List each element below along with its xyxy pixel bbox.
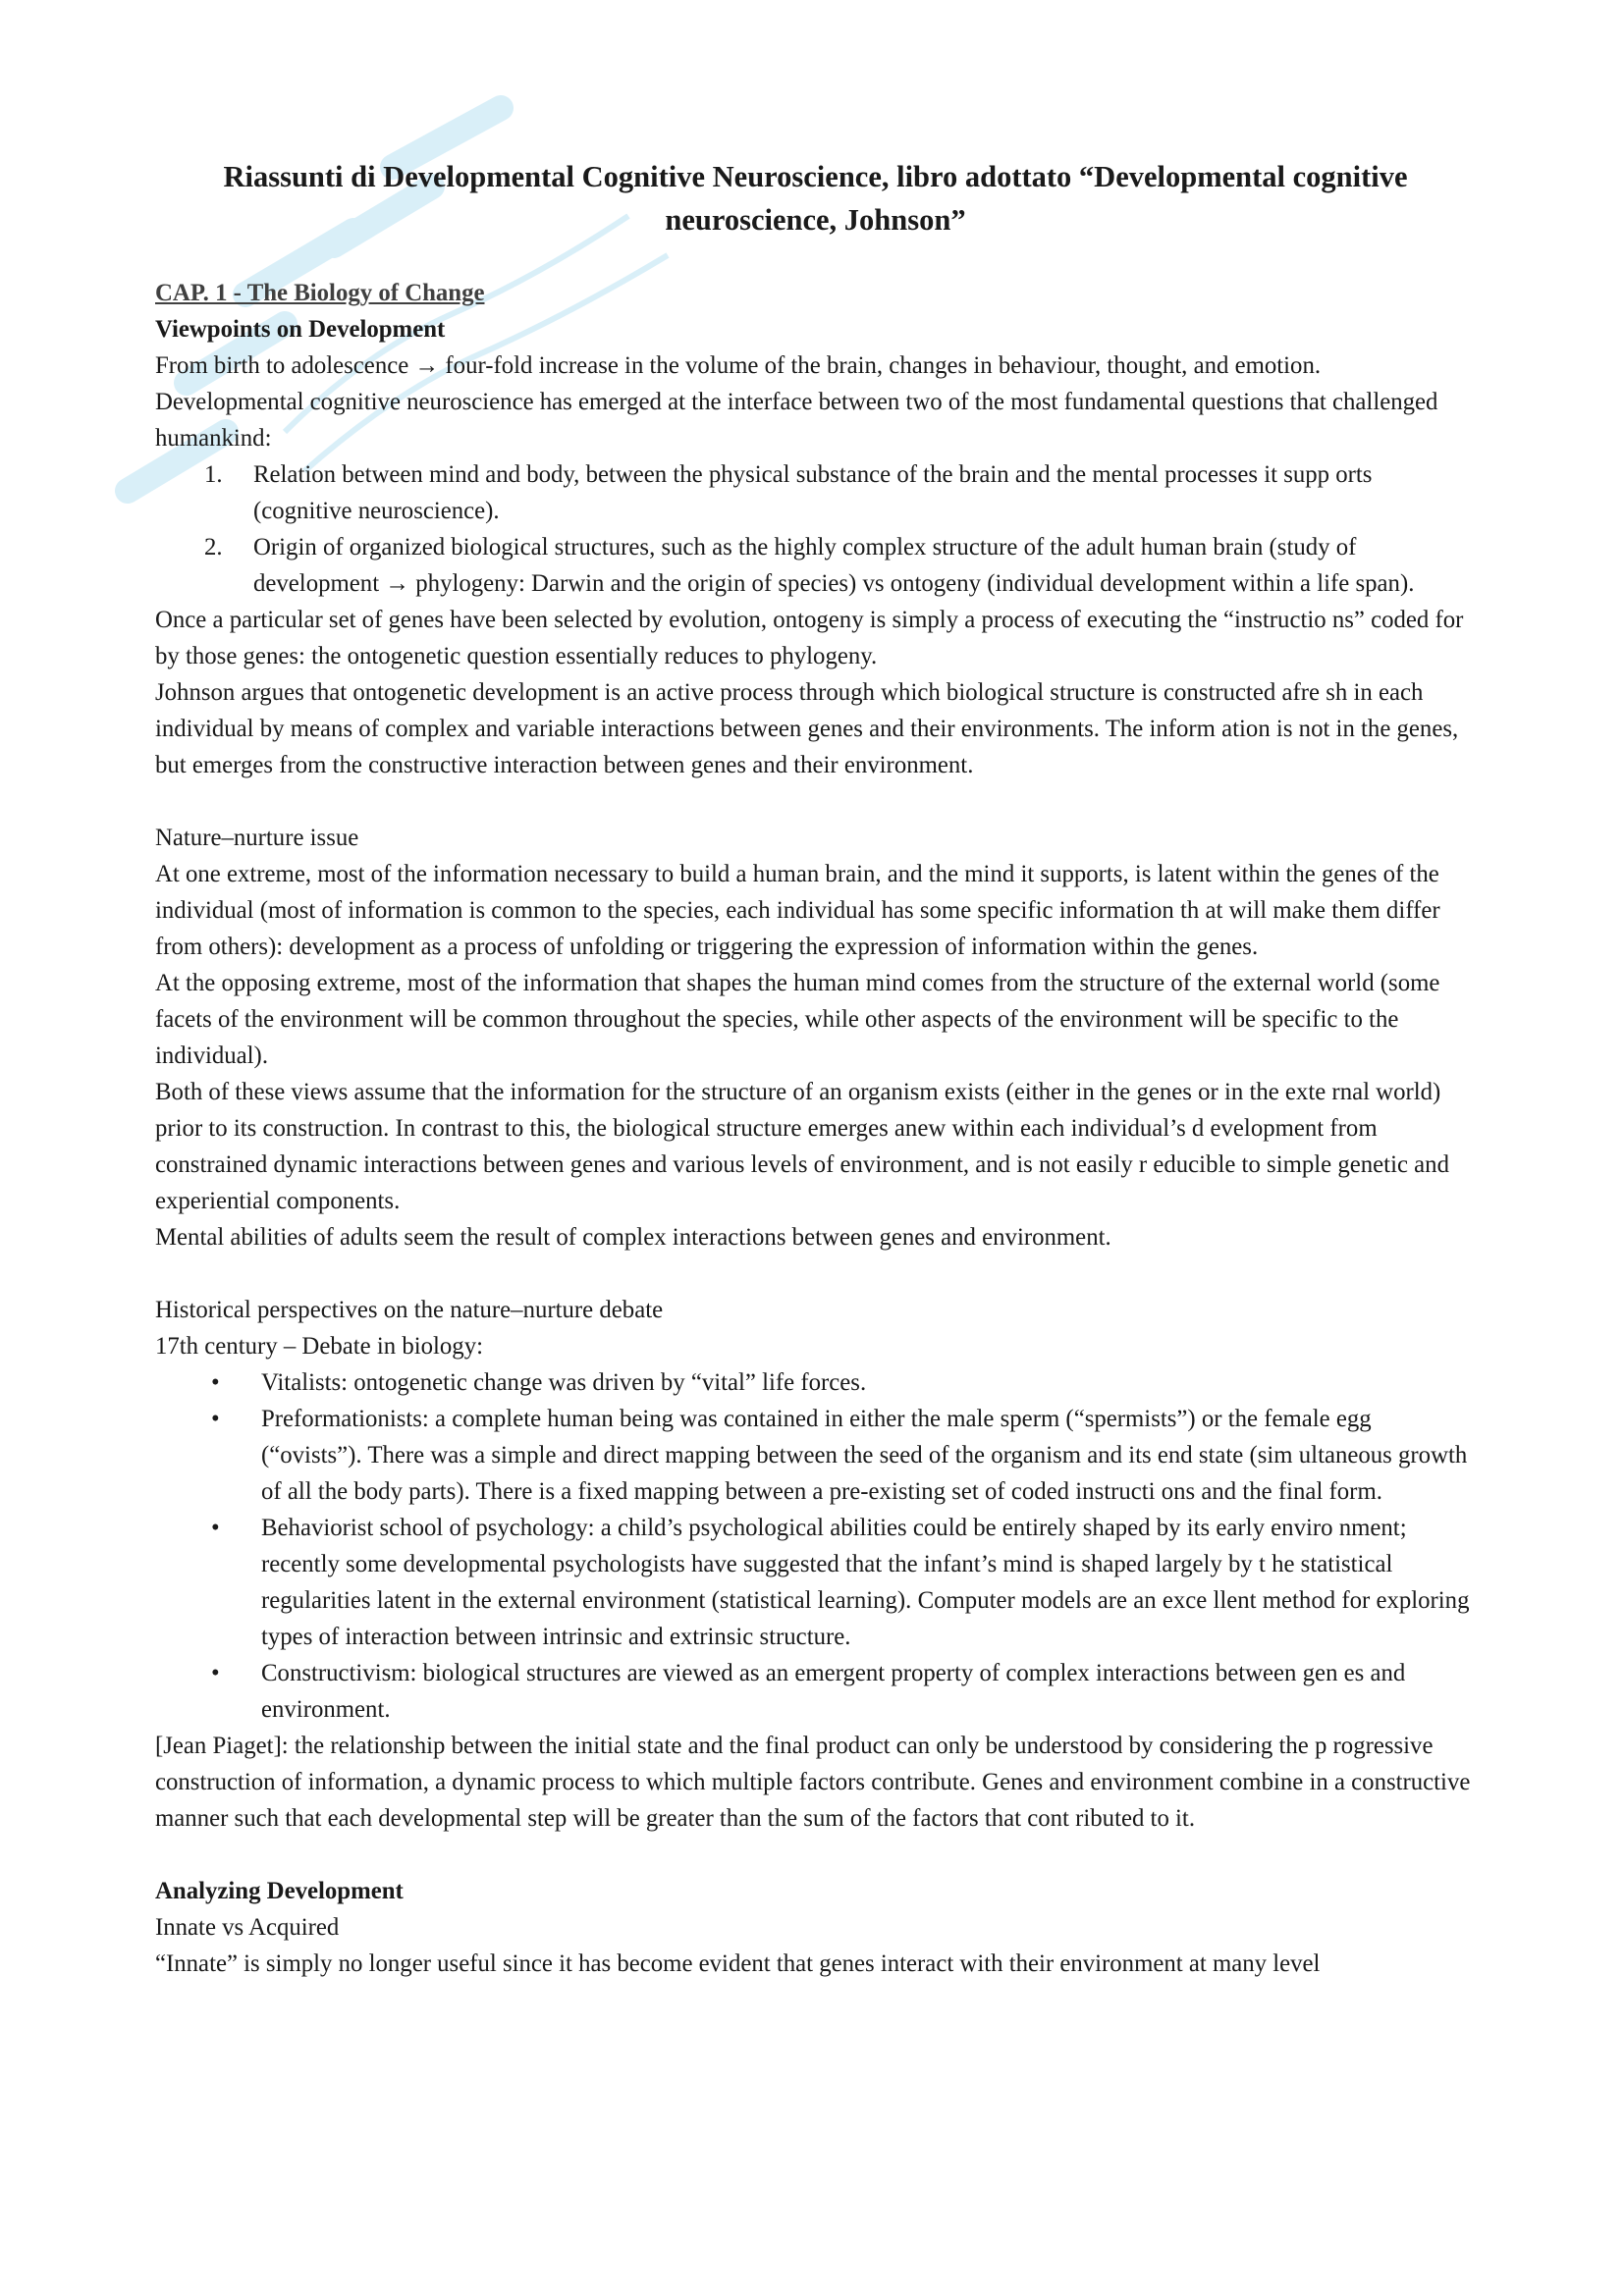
subheading: 17th century – Debate in biology: <box>155 1333 483 1360</box>
paragraph: “Innate” is simply no longer useful since it has become evident that genes interact with their environment at many level <box>155 1950 1321 1977</box>
paragraph: Developmental cognitive neuroscience has emerged at the interface between two of the most fundamental questions that challenged humankind: <box>155 389 1438 452</box>
list-item-text: Behaviorist school of psychology: a child’s psychological abilities could be entirely shaped by its early enviro nment; recently some developmental psychologists have suggested that the infant’s mind is shaped largely by t he statistical regularities latent in the external environment (statistical learning). Computer models are an exce llent method for exploring types of interaction between intrinsic and extrinsic structure. <box>261 1515 1470 1650</box>
numbered-list <box>155 456 1476 602</box>
list-item-text: Constructivism: biological structures are viewed as an emergent property of complex interactions between gen es and environment. <box>261 1660 1406 1723</box>
paragraph: Once a particular set of genes have been selected by evolution, ontogeny is simply a process of executing the “instructio ns” coded for by those genes: the ontogenetic question essentially reduces to phylogeny. <box>155 607 1464 669</box>
spacer <box>155 783 1476 820</box>
paragraph: Mental abilities of adults seem the result of complex interactions between genes and environment. <box>155 1224 1111 1251</box>
paragraph: From birth to adolescence → four-fold increase in the volume of the brain, changes in behaviour, thought, and emotion. <box>155 352 1322 379</box>
paragraph: At the opposing extreme, most of the information that shapes the human mind comes from the structure of the external world (some facets of the environment will be common throughout the species, while other aspects of the environment will be specific to the individual). <box>155 970 1440 1069</box>
section-heading: Historical perspectives on the nature–nurture debate <box>155 1297 664 1323</box>
list-item-text: Vitalists: ontogenetic change was driven by “vital” life forces. <box>261 1369 867 1396</box>
list-number: 1. <box>204 461 223 488</box>
paragraph: Both of these views assume that the information for the structure of an organism exists (either in the genes or in the exte rnal world) prior to its construction. In contrast to this, the biological structure emerges anew within each individual’s d evelopment from constrained dynamic interactions between genes and various levels of environment, and is not easily r educible to simple genetic and experiential components. <box>155 1079 1449 1214</box>
page-title: Riassunti di Developmental Cognitive Neuroscience, libro adottato “Developmental cognitive neuroscience, Johnson” <box>223 160 1408 237</box>
list-item <box>155 529 1476 602</box>
list-item <box>155 1510 1476 1655</box>
chapter-title: CAP. 1 - The Biology of Change <box>155 280 485 306</box>
list-number: 2. <box>204 534 223 561</box>
paragraph: At one extreme, most of the information necessary to build a human brain, and the mind it supports, is latent within the genes of the individual (most of information is common to the species, each individual has some specific information th at will make them differ from others): development as a process of unfolding or triggering the expression of information within the genes. <box>155 861 1440 960</box>
spacer <box>155 1837 1476 1873</box>
bullet-icon: • <box>211 1369 220 1396</box>
list-item <box>155 1401 1476 1510</box>
bullet-icon: • <box>211 1406 220 1432</box>
list-item <box>155 1655 1476 1728</box>
list-item-text: Origin of organized biological structures, such as the highly complex structure of the adult human brain (study of development → phylogeny: Darwin and the origin of species) vs ontogeny (individual development within a life span). <box>253 534 1415 597</box>
list-item <box>155 456 1476 529</box>
bullet-list <box>155 1364 1476 1728</box>
spacer <box>155 1255 1476 1292</box>
section-heading: Analyzing Development <box>155 1878 404 1904</box>
section-heading: Nature–nurture issue <box>155 825 359 851</box>
paragraph: [Jean Piaget]: the relationship between the initial state and the final product can only be understood by considering the p rogressive construction of information, a dynamic process to which multiple factors contribute. Genes and environment combine in a constructive manner such that each developmental step will be greater than the sum of the factors that cont ributed to it. <box>155 1733 1471 1832</box>
section-heading: Viewpoints on Development <box>155 316 446 343</box>
list-item <box>155 1364 1476 1401</box>
paragraph: Johnson argues that ontogenetic development is an active process through which biological structure is constructed afre sh in each individual by means of complex and variable interactions between genes and their environments. The inform ation is not in the genes, but emerges from the constructive interaction between genes and their environment. <box>155 679 1459 778</box>
document-page <box>155 155 1476 1982</box>
subheading: Innate vs Acquired <box>155 1914 340 1941</box>
bullet-icon: • <box>211 1660 220 1686</box>
list-item-text: Relation between mind and body, between the physical substance of the brain and the mental processes it supp orts (cognitive neuroscience). <box>253 461 1373 524</box>
bullet-icon: • <box>211 1515 220 1541</box>
list-item-text: Preformationists: a complete human being was contained in either the male sperm (“spermists”) or the female egg (“ovists”). There was a simple and direct mapping between the seed of the organism and its end state (sim ultaneous growth of all the body parts). There is a fixed mapping between a pre-existing set of coded instructi ons and the final form. <box>261 1406 1468 1505</box>
